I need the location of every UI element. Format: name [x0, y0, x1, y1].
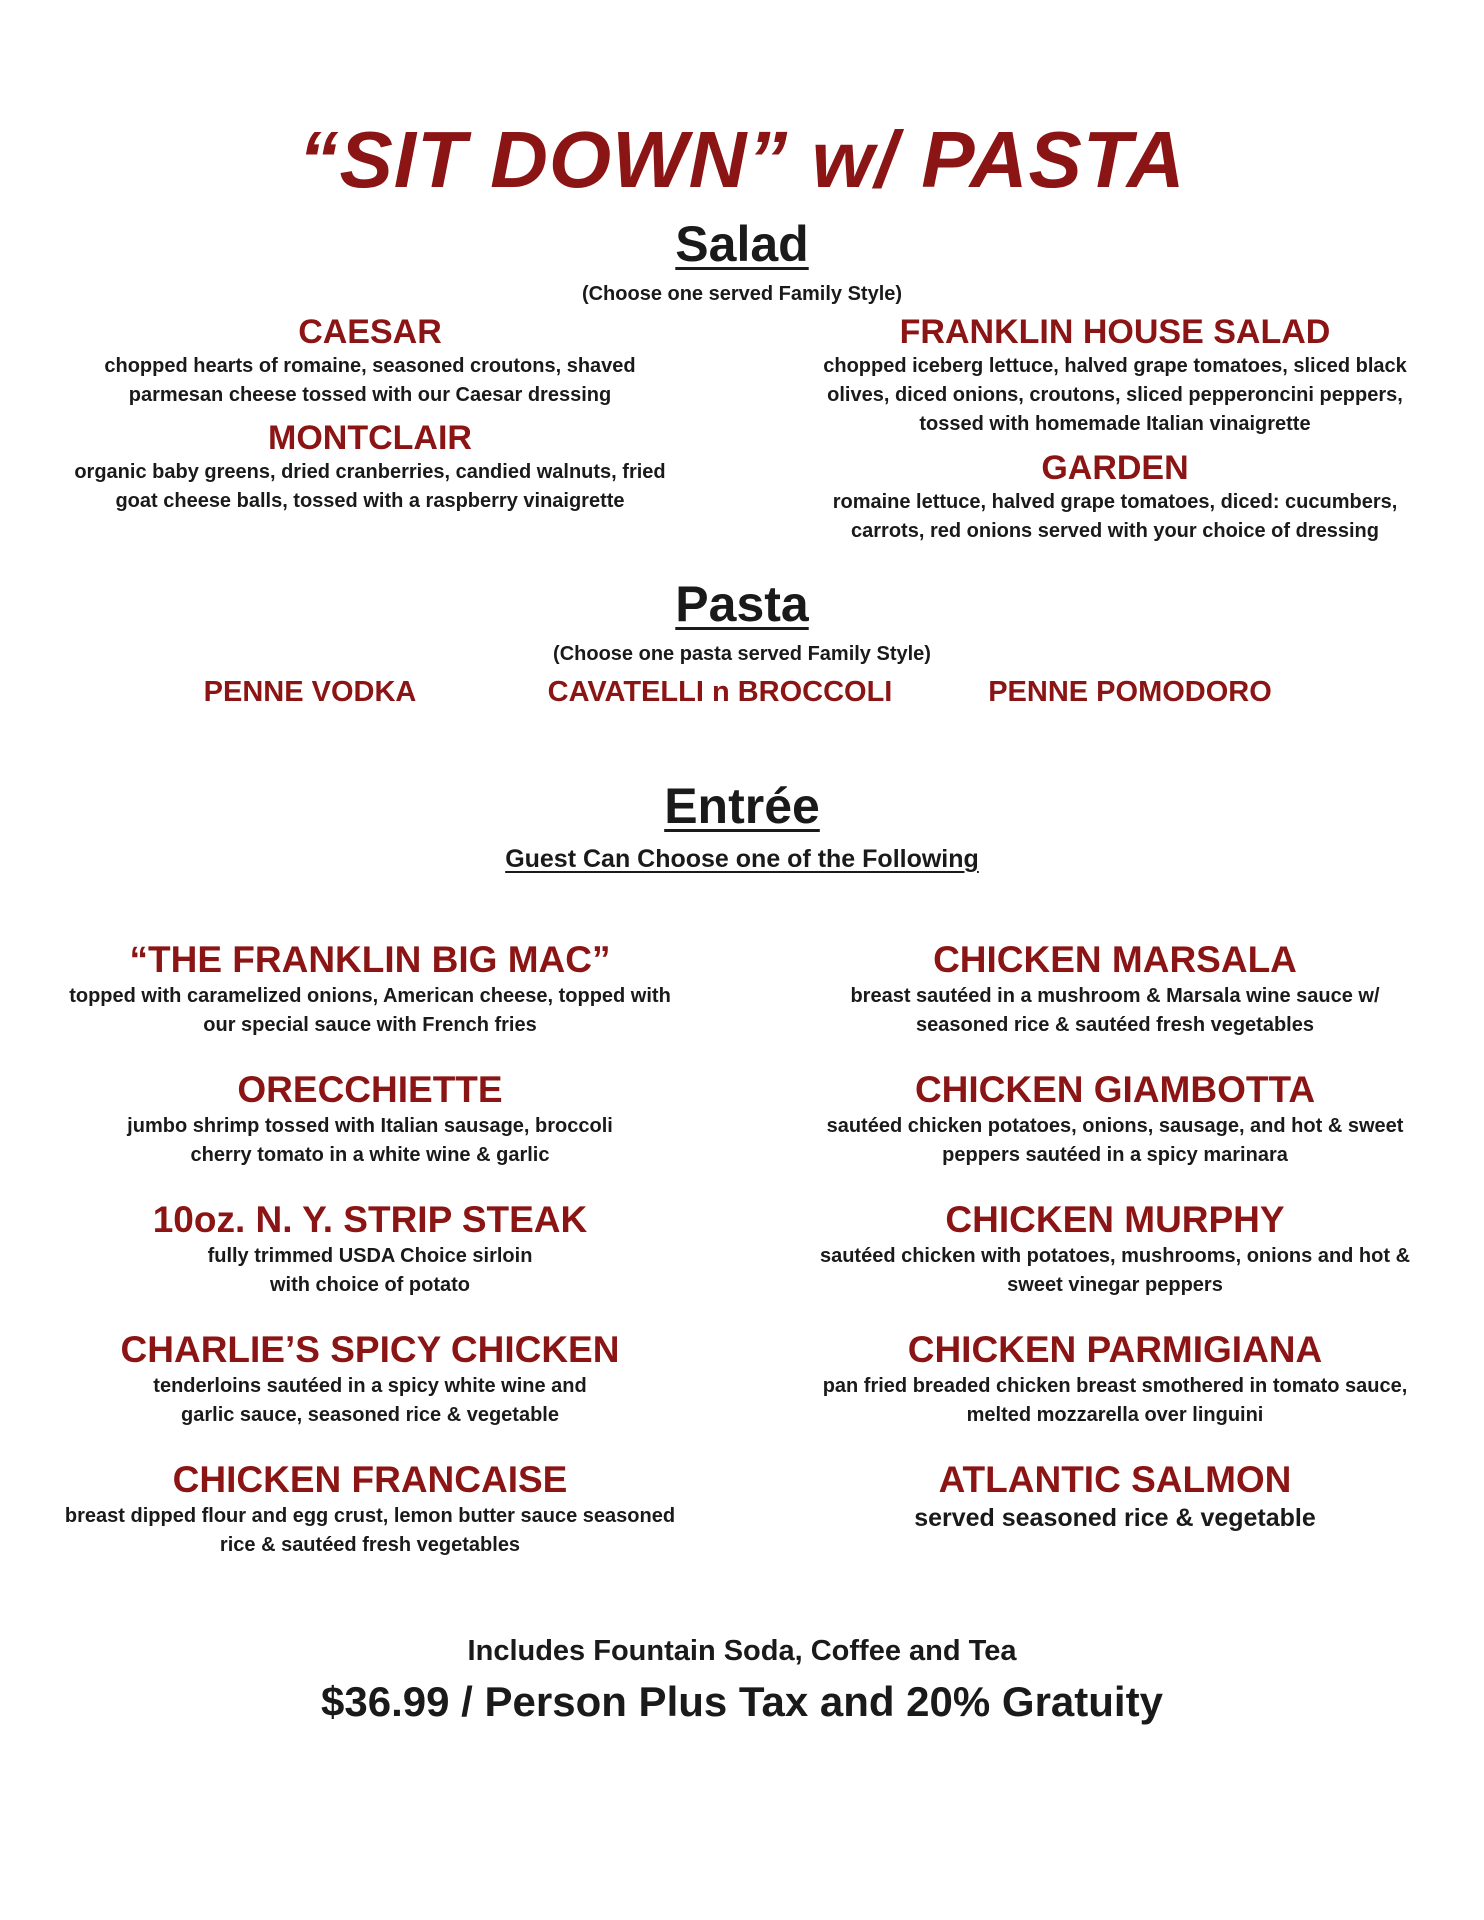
item-desc: served seasoned rice & vegetable	[914, 1504, 1316, 1532]
pasta-item: PENNE VODKA	[203, 676, 417, 708]
item-desc: tenderloins sautéed in a spicy white wine and	[153, 1375, 587, 1397]
item-name: CAESAR	[298, 313, 442, 351]
entree-item-orecchiette	[40, 1068, 700, 1170]
item-name: CHICKEN FRANCAISE	[172, 1459, 568, 1500]
item-desc: pan fried breaded chicken breast smothered in tomato sauce,	[822, 1375, 1408, 1397]
pasta-note: (Choose one pasta served Family Style)	[553, 643, 931, 665]
salad-item-franklin-house	[790, 312, 1440, 439]
item-desc: sweet vinegar peppers	[1007, 1274, 1223, 1296]
item-desc: rice & sautéed fresh vegetables	[219, 1534, 521, 1556]
item-name: MONTCLAIR	[268, 419, 472, 457]
entree-item-salmon	[790, 1458, 1440, 1534]
entree-heading: Entrée	[664, 778, 820, 834]
item-desc: tossed with homemade Italian vinaigrette	[919, 413, 1311, 435]
item-name: ORECCHIETTE	[237, 1069, 503, 1110]
pasta-heading: Pasta	[675, 576, 809, 632]
item-desc: our special sauce with French fries	[203, 1014, 537, 1036]
item-desc: topped with caramelized onions, American cheese, topped with	[69, 985, 671, 1007]
item-desc: cherry tomato in a white wine & garlic	[190, 1144, 550, 1166]
pasta-item: CAVATELLI n BROCCOLI	[547, 676, 893, 708]
item-desc: melted mozzarella over linguini	[966, 1404, 1264, 1426]
entree-item-marsala	[790, 938, 1440, 1040]
item-desc: goat cheese balls, tossed with a raspberry vinaigrette	[115, 490, 625, 512]
item-desc: garlic sauce, seasoned rice & vegetable	[181, 1404, 559, 1426]
entree-item-francaise	[40, 1458, 700, 1560]
page-title: “SIT DOWN” w/ PASTA	[298, 115, 1186, 204]
item-desc: parmesan cheese tossed with our Caesar dressing	[128, 384, 612, 406]
item-desc: breast sautéed in a mushroom & Marsala wine sauce w/	[850, 985, 1380, 1007]
entree-item-big-mac	[40, 938, 700, 1040]
entree-item-giambotta	[790, 1068, 1440, 1170]
item-desc: carrots, red onions served with your choice of dressing	[851, 520, 1379, 542]
entree-item-murphy	[790, 1198, 1440, 1300]
item-name: CHARLIE’S SPICY CHICKEN	[120, 1329, 620, 1370]
salad-item-caesar	[40, 312, 700, 410]
item-desc: chopped iceberg lettuce, halved grape tomatoes, sliced black	[823, 355, 1407, 377]
item-name: CHICKEN GIAMBOTTA	[914, 1069, 1316, 1110]
includes-note: Includes Fountain Soda, Coffee and Tea	[467, 1635, 1017, 1667]
item-desc: sautéed chicken potatoes, onions, sausage, and hot & sweet	[826, 1115, 1404, 1137]
item-desc: jumbo shrimp tossed with Italian sausage, broccoli	[127, 1115, 613, 1137]
item-name: CHICKEN MARSALA	[933, 939, 1297, 980]
item-desc: seasoned rice & sautéed fresh vegetables	[916, 1014, 1314, 1036]
item-desc: organic baby greens, dried cranberries, candied walnuts, fried	[74, 461, 666, 483]
item-name: CHICKEN PARMIGIANA	[907, 1329, 1323, 1370]
entree-note: Guest Can Choose one of the Following	[505, 845, 979, 873]
item-name: FRANKLIN HOUSE SALAD	[899, 313, 1331, 351]
item-desc: peppers sautéed in a spicy marinara	[942, 1144, 1288, 1166]
item-desc: olives, diced onions, croutons, sliced pepperoncini peppers,	[827, 384, 1403, 406]
item-name: CHICKEN MURPHY	[945, 1199, 1285, 1240]
item-desc: fully trimmed USDA Choice sirloin	[207, 1245, 533, 1267]
item-desc: with choice of potato	[270, 1274, 470, 1296]
item-name: “THE FRANKLIN BIG MAC”	[129, 939, 611, 980]
item-desc: breast dipped flour and egg crust, lemon butter sauce seasoned	[64, 1505, 676, 1527]
entree-item-strip-steak	[40, 1198, 700, 1300]
pasta-item: PENNE POMODORO	[988, 676, 1272, 708]
item-desc: sautéed chicken with potatoes, mushrooms, onions and hot &	[819, 1245, 1411, 1267]
item-name: 10oz. N. Y. STRIP STEAK	[152, 1199, 588, 1240]
item-name: GARDEN	[1041, 449, 1189, 487]
salad-item-montclair	[40, 418, 700, 516]
item-desc: romaine lettuce, halved grape tomatoes, diced: cucumbers,	[832, 491, 1398, 513]
price-line: $36.99 / Person Plus Tax and 20% Gratuity	[321, 1678, 1163, 1725]
salad-heading: Salad	[675, 216, 809, 272]
salad-item-garden	[790, 448, 1440, 546]
item-desc: chopped hearts of romaine, seasoned croutons, shaved	[104, 355, 636, 377]
entree-item-parmigiana	[790, 1328, 1440, 1430]
item-name: ATLANTIC SALMON	[938, 1459, 1292, 1500]
entree-item-spicy-chicken	[40, 1328, 700, 1430]
salad-note: (Choose one served Family Style)	[581, 283, 903, 305]
